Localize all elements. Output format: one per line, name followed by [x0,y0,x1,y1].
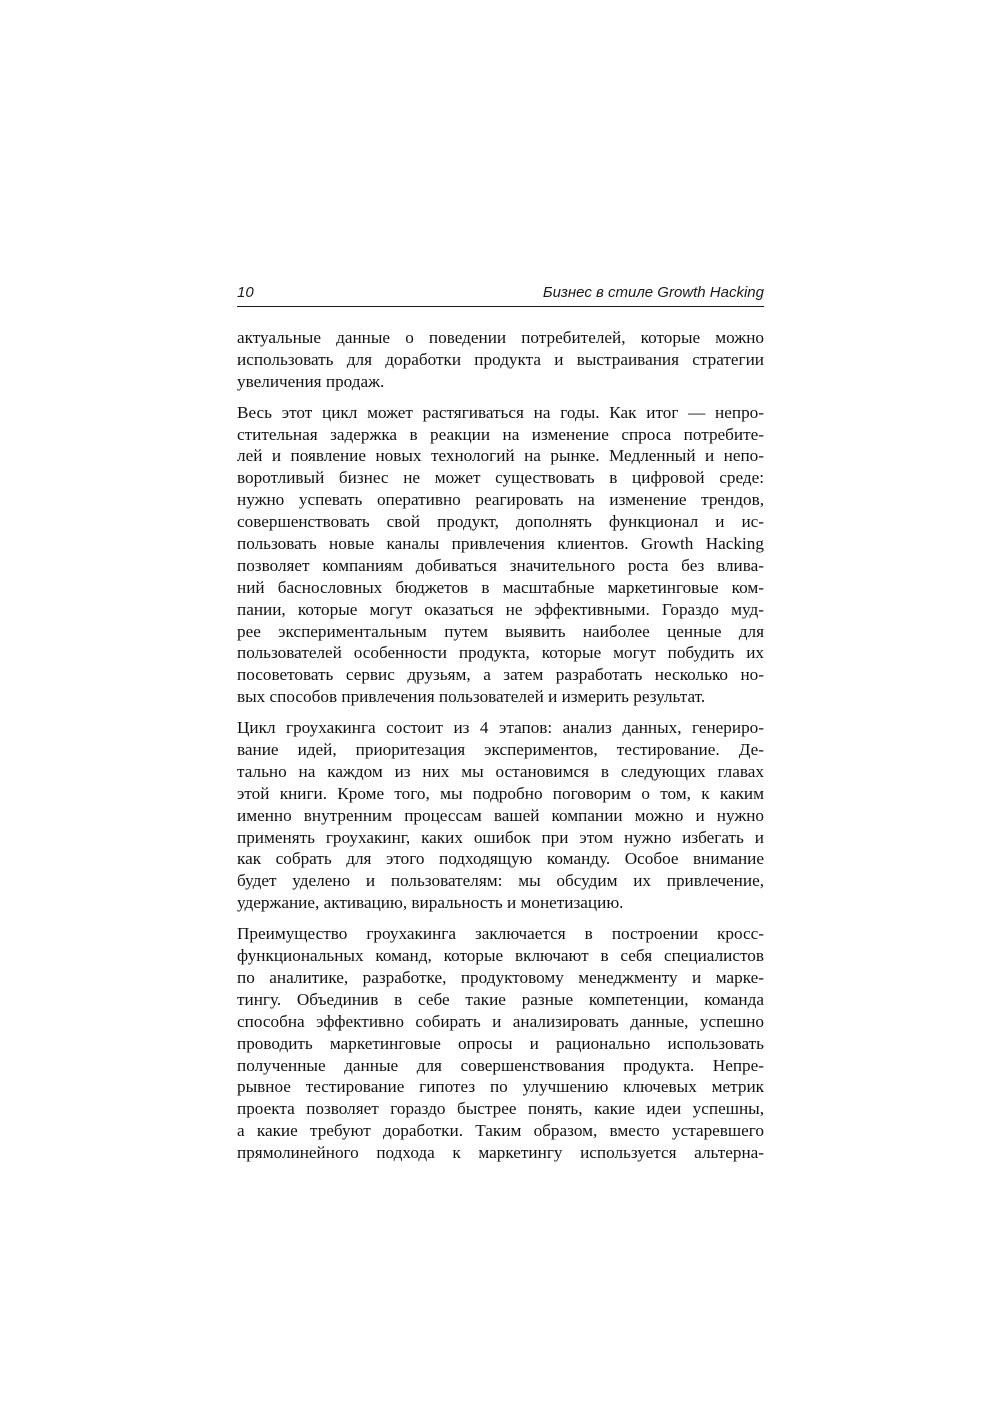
text-line: по аналитике, разработке, продуктовому менеджменту и марке- [237,967,764,987]
text-line: нужно успевать оперативно реагировать на изменение трендов, [237,490,764,510]
text-line: совершенствовать свой продукт, дополнять функционал и ис- [237,512,764,532]
text-line: Преимущество гроухакинга заключается в построении кросс- [237,924,764,944]
text-line: Весь этот цикл может растягиваться на годы. Как итог — непро- [237,402,764,422]
text-line: а какие требуют доработки. Таким образом, вместо устаревшего [237,1121,764,1141]
text-line: способна эффективно собирать и анализировать данные, успешно [237,1011,764,1031]
text-line: пании, которые могут оказаться не эффективными. Гораздо муд- [237,599,764,619]
paragraph-4 [237,923,764,1164]
text-line: будет уделено и пользователям: мы обсудим их привлечение, [237,871,764,891]
text-line: проекта позволяет гораздо быстрее понять, какие идеи успешны, [237,1099,764,1119]
text-line: рывное тестирование гипотез по улучшению ключевых метрик [237,1077,764,1097]
text-line: ний баснословных бюджетов в масштабные маркетинговые ком- [237,577,764,597]
text-line: использовать для доработки продукта и выстраивания стратегии [237,349,764,369]
text-line: Цикл гроухакинга состоит из 4 этапов: анализ данных, генериро- [237,718,764,738]
text-line: этой книги. Кроме того, мы подробно поговорим о том, к каким [237,783,764,803]
text-line: полученные данные для совершенствования продукта. Непре- [237,1055,764,1075]
text-line: прямолинейного подхода к маркетингу используется альтерна- [237,1143,764,1163]
text-line: увеличения продаж. [237,371,385,391]
text-line: вых способов привлечения пользователей и измерить результат. [237,687,706,707]
text-line: тингу. Объединив в себе такие разные компетенции, команда [237,989,764,1009]
text-line: позволяет компаниям добиваться значительного роста без влива- [237,555,764,575]
page-number: 10 [237,284,254,301]
text-line: пользователей особенности продукта, которые могут побудить их [237,643,764,663]
text-line: проводить маркетинговые опросы и рационально использовать [237,1033,764,1053]
text-line: актуальные данные о поведении потребителей, которые можно [237,328,764,347]
text-line: вание идей, приоритезация экспериментов, тестирование. Де- [237,740,764,760]
text-line: воротливый бизнес не может существовать в цифровой среде: [237,468,764,488]
text-line: именно внутренним процессам вашей компании можно и нужно [237,805,764,825]
text-line: рее экспериментальным путем выявить наиболее ценные для [237,621,764,641]
text-line: применять гроухакинг, каких ошибок при этом нужно избегать и [237,827,764,847]
text-line: пользовать новые каналы привлечения клиентов. Growth Hacking [237,534,764,554]
book-title: Бизнес в стиле Growth Hacking [542,284,764,301]
running-header [237,282,764,307]
text-line: тально на каждом из них мы остановимся в следующих главах [237,761,764,781]
text-line: как собрать для этого подходящую команду. Особое внимание [237,849,764,869]
paragraph-1 [237,327,764,393]
text-line: удержание, активацию, виральность и монетизацию. [237,893,624,913]
text-line: лей и появление новых технологий на рынке. Медленный и непо- [237,446,764,466]
text-line: стительная задержка в реакции на изменение спроса потребите- [237,424,764,444]
text-line: посоветовать сервис друзьям, а затем разработать несколько но- [237,665,764,685]
body-text [237,327,764,1173]
paragraph-2 [237,402,764,708]
text-line: функциональных команд, которые включают в себя специалистов [237,946,764,966]
paragraph-3 [237,717,764,914]
